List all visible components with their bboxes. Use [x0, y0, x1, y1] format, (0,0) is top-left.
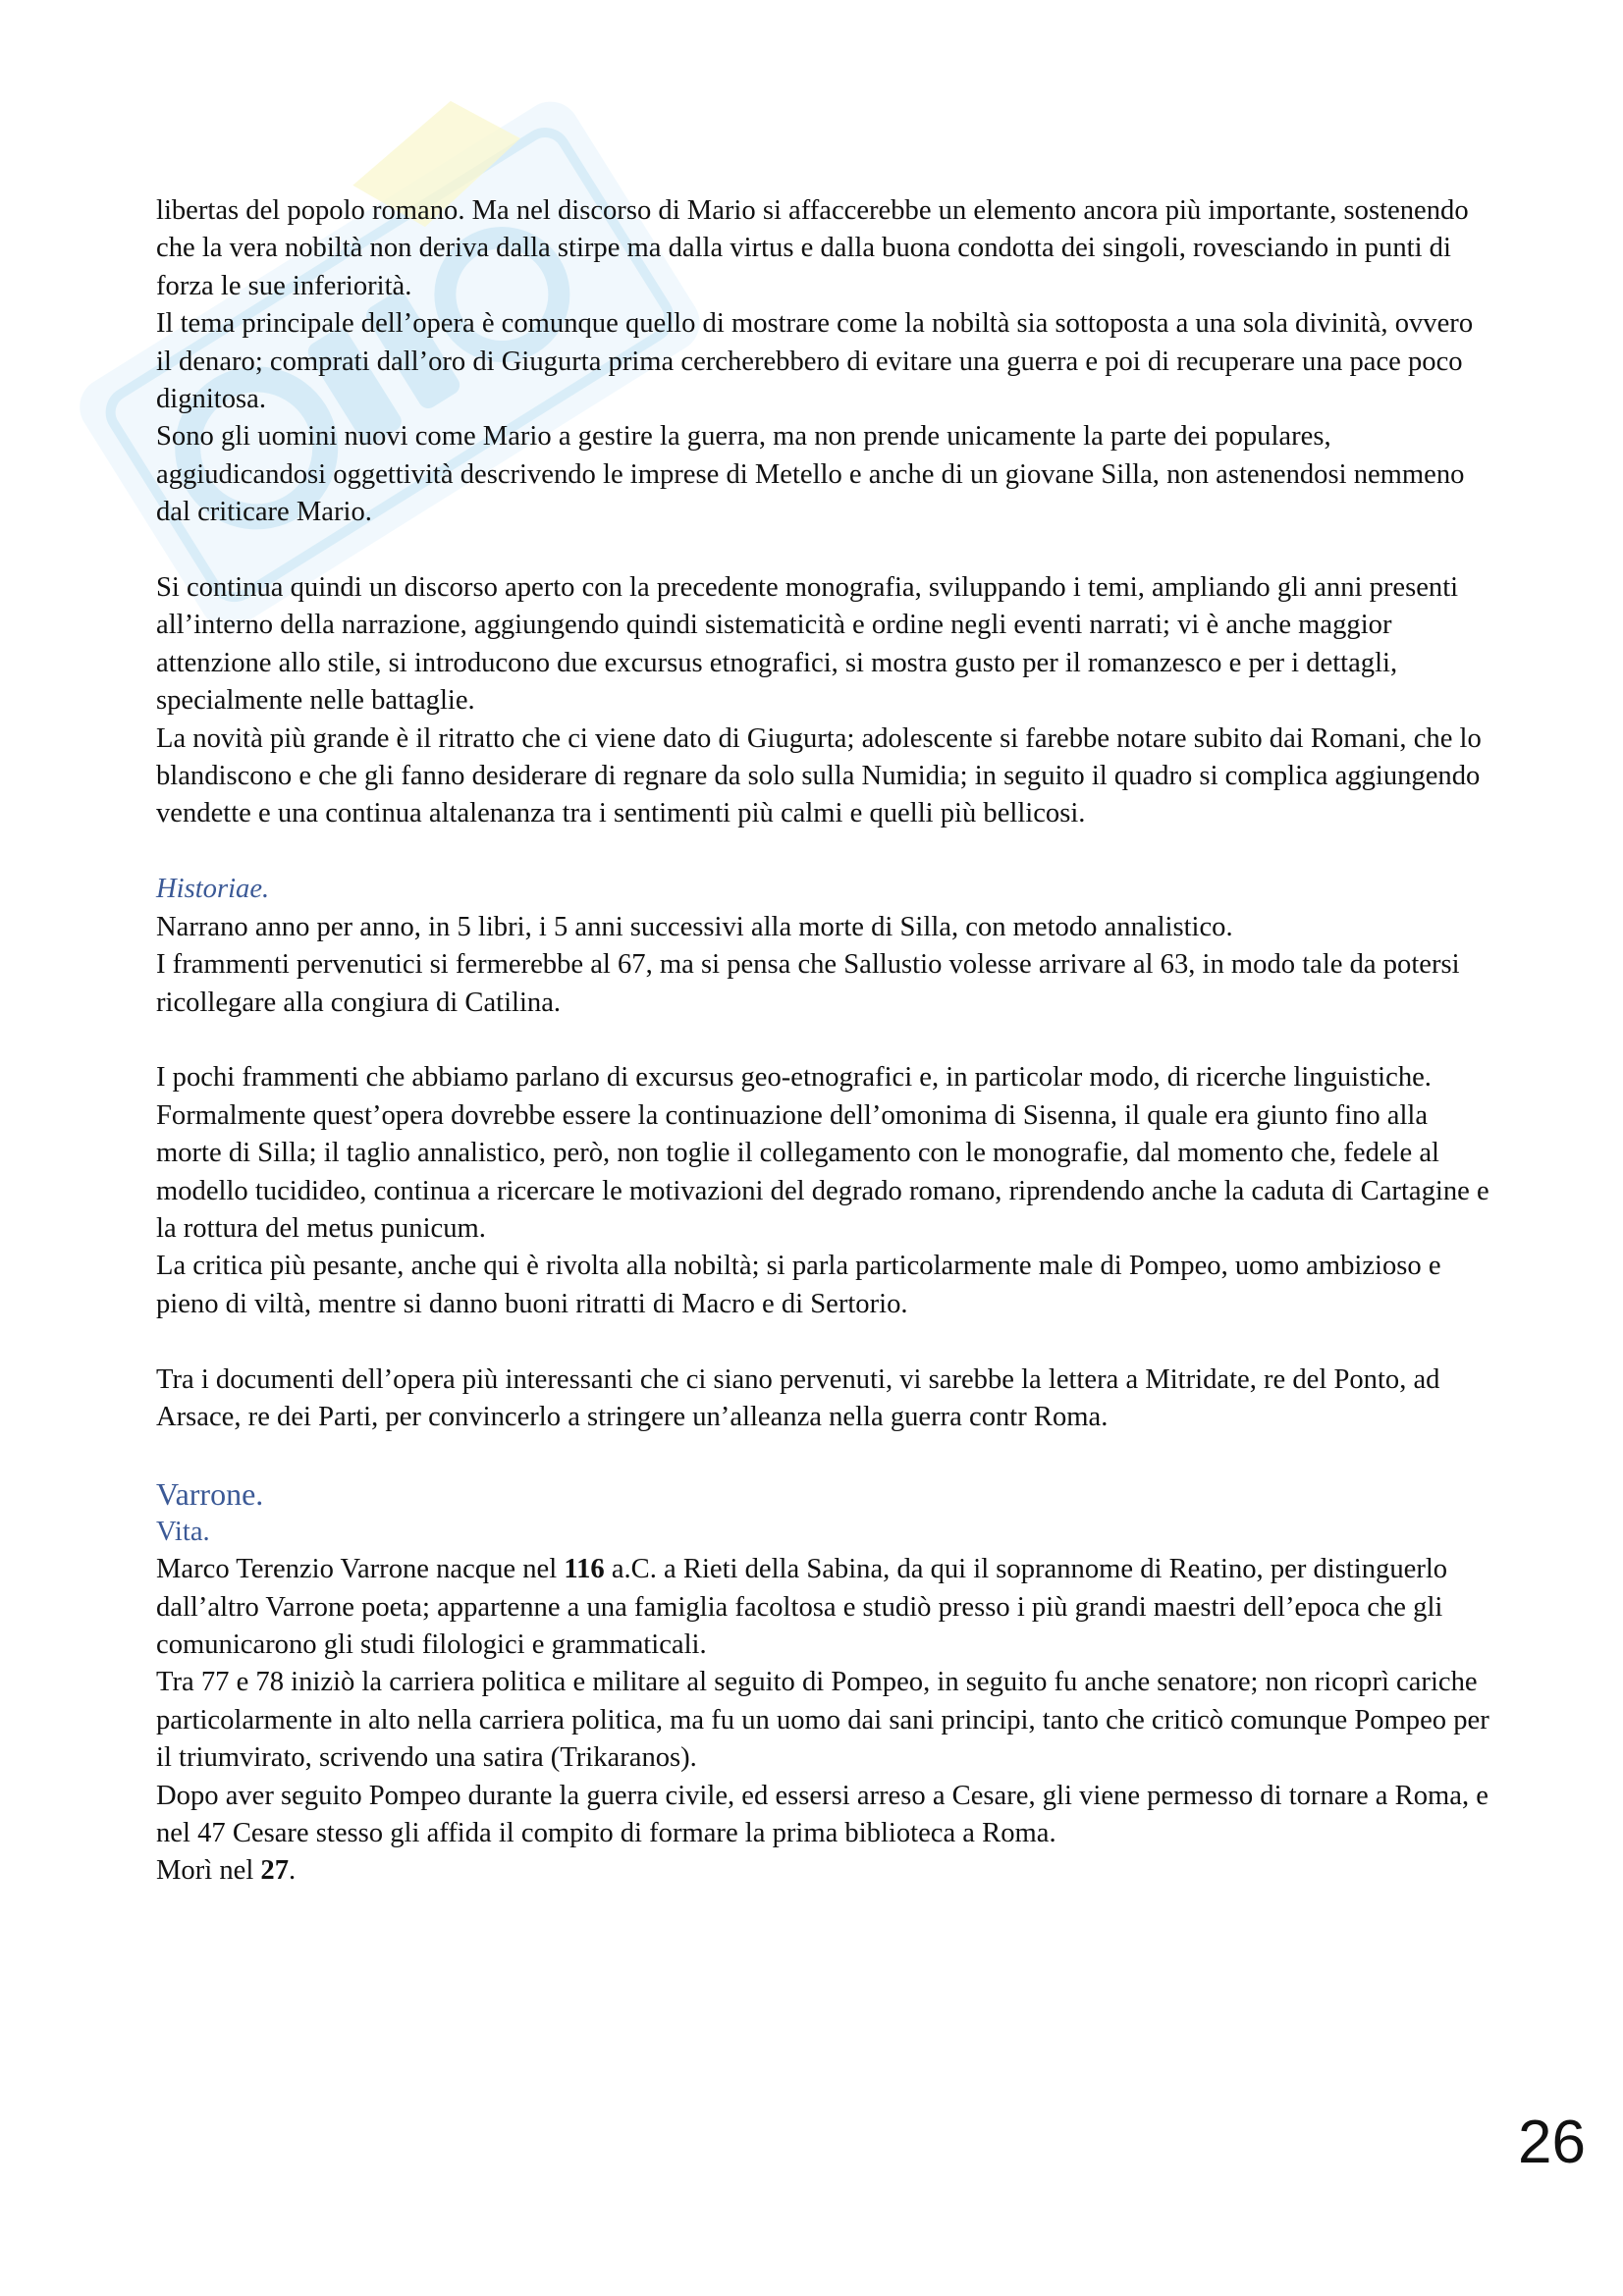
- paragraph-gap: [156, 833, 1491, 871]
- text-run: a.C. a Rieti della Sabina, da qui il soprannome di Reatino, per distinguerlo dall’altro Varrone poeta; appartenne a una famiglia facoltosa e studiò presso i più grandi maestri dell’epoca che gli comunicarono gli studi filologici e grammaticali.: [156, 1554, 1448, 1660]
- birth-year: 116: [564, 1554, 605, 1585]
- page-content: [156, 192, 1491, 1891]
- paragraph-gap: [156, 1436, 1491, 1473]
- text-run: Morì nel: [156, 1855, 261, 1887]
- text-run: Marco Terenzio Varrone nacque nel: [156, 1554, 565, 1585]
- historiae-heading: Historiae.: [156, 874, 270, 905]
- body-paragraph: Si continua quindi un discorso aperto con la precedente monografia, sviluppando i temi, ampliando gli anni presenti all’interno della narrazione, aggiungendo quindi sistematicità e ordine negli eventi narrati; vi è anche maggior attenzione allo stile, si introducono due excursus etnografici, si mostra gusto per il romanzesco e per i dettagli, specialmente nelle battaglie.: [156, 572, 1459, 717]
- body-paragraph: [156, 1852, 1491, 1890]
- body-paragraph: Narrano anno per anno, in 5 libri, i 5 anni successivi alla morte di Silla, con metodo annalistico.: [156, 911, 1233, 942]
- body-paragraph: La critica più pesante, anche qui è rivolta alla nobiltà; si parla particolarmente male di Pompeo, uomo ambizioso e pieno di viltà, mentre si danno buoni ritratti di Macro e di Sertorio.: [156, 1251, 1441, 1319]
- death-year: 27: [260, 1855, 290, 1887]
- varrone-heading: Varrone.: [156, 1475, 264, 1512]
- body-paragraph: [156, 1551, 1491, 1664]
- body-paragraph: I frammenti pervenutici si fermerebbe al 67, ma si pensa che Sallustio volesse arrivare al 63, in modo tale da potersi ricollegare alla congiura di Catilina.: [156, 949, 1460, 1018]
- body-paragraph: Sono gli uomini nuovi come Mario a gestire la guerra, ma non prende unicamente la parte dei populares, aggiudicandosi oggettività descrivendo le imprese di Metello e anche di un giovane Silla, non astenendosi nemmeno dal criticare Mario.: [156, 421, 1465, 528]
- body-paragraph: Formalmente quest’opera dovrebbe essere la continuazione dell’omonima di Sisenna, il quale era giunto fino alla morte di Silla; il taglio annalistico, però, non toglie il collegamento con le monografie, dal momento che, fedele al modello tucidideo, continua a ricercare le motivazioni del degrado romano, riprendendo anche la caduta di Cartagine e la rottura del metus punicum.: [156, 1099, 1489, 1244]
- body-paragraph: I pochi frammenti che abbiamo parlano di excursus geo-etnografici e, in particolar modo, di ricerche linguistiche.: [156, 1062, 1432, 1094]
- body-paragraph: Il tema principale dell’opera è comunque quello di mostrare come la nobiltà sia sottoposta a una sola divinità, ovvero il denaro; comprati dall’oro di Giugurta prima cercherebbero di evitare una guerra e poi di recuperare una pace poco dignitosa.: [156, 308, 1474, 415]
- paragraph-gap: [156, 532, 1491, 569]
- vita-heading: Vita.: [156, 1516, 210, 1547]
- page-number: 26: [1518, 2109, 1586, 2176]
- paragraph-gap: [156, 1323, 1491, 1361]
- body-paragraph: Tra i documenti dell’opera più interessanti che ci siano pervenuti, vi sarebbe la lettera a Mitridate, re del Ponto, ad Arsace, re dei Parti, per convincerlo a stringere un’alleanza nella guerra contr Roma.: [156, 1363, 1440, 1432]
- body-paragraph: Dopo aver seguito Pompeo durante la guerra civile, ed essersi arreso a Cesare, gli viene permesso di tornare a Roma, e nel 47 Cesare stesso gli affida il compito di formare la prima biblioteca a Roma.: [156, 1780, 1488, 1848]
- body-paragraph: libertas del popolo romano. Ma nel discorso di Mario si affaccerebbe un elemento ancora più importante, sostenendo che la vera nobiltà non deriva dalla stirpe ma dalla virtus e dalla buona condotta dei singoli, rovesciando in punti di forza le sue inferiorità.: [156, 195, 1469, 301]
- body-paragraph: Tra 77 e 78 iniziò la carriera politica e militare al seguito di Pompeo, in seguito fu anche senatore; non ricoprì cariche particolarmente in alto nella carriera politica, ma fu un uomo dai sani principi, tanto che criticò comunque Pompeo per il triumvirato, scrivendo una satira (Trikaranos).: [156, 1667, 1489, 1774]
- paragraph-gap: [156, 1022, 1491, 1059]
- body-paragraph: La novità più grande è il ritratto che ci viene dato di Giugurta; adolescente si farebbe notare subito dai Romani, che lo blandiscono e che gli fanno desiderare di regnare da solo sulla Numidia; in seguito il quadro si complica aggiungendo vendette e una continua altalenanza tra i sentimenti più calmi e quelli più bellicosi.: [156, 722, 1482, 829]
- text-run: .: [289, 1855, 297, 1887]
